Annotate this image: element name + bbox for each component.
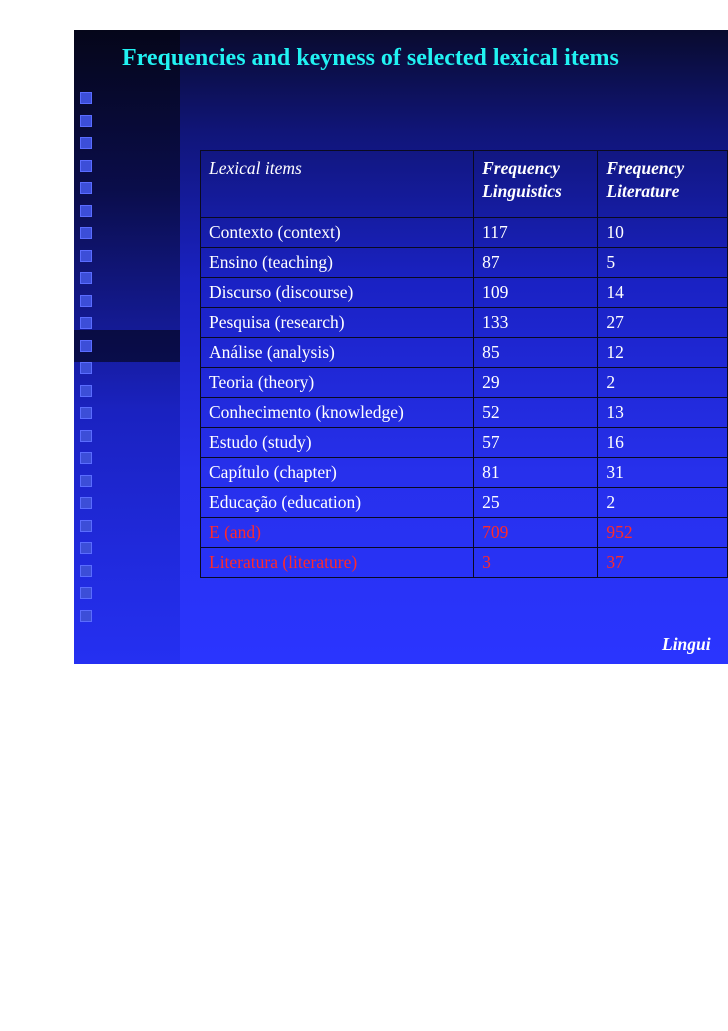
cell-lit: 2 [598, 368, 728, 398]
square-bullet [80, 182, 92, 194]
square-bullet [80, 160, 92, 172]
table-row [201, 428, 728, 458]
square-bullet [80, 227, 92, 239]
cell-ling: 3 [474, 548, 598, 578]
header-lexical-items: Lexical items [201, 151, 474, 218]
table-row [201, 248, 728, 278]
cell-item: Capítulo (chapter) [201, 458, 474, 488]
cell-item: Discurso (discourse) [201, 278, 474, 308]
cell-item: Literatura (literature) [201, 548, 474, 578]
cell-item: E (and) [201, 518, 474, 548]
cell-item: Teoria (theory) [201, 368, 474, 398]
square-bullet [80, 610, 92, 622]
cell-lit: 16 [598, 428, 728, 458]
square-bullet [80, 115, 92, 127]
cell-ling: 52 [474, 398, 598, 428]
square-bullet [80, 520, 92, 532]
cell-lit: 10 [598, 218, 728, 248]
table-header-row [201, 151, 728, 218]
square-bullet [80, 587, 92, 599]
cell-ling: 709 [474, 518, 598, 548]
square-bullet [80, 475, 92, 487]
cell-ling: 85 [474, 338, 598, 368]
cell-item: Ensino (teaching) [201, 248, 474, 278]
square-bullet [80, 92, 92, 104]
table-row [201, 278, 728, 308]
square-bullet [80, 205, 92, 217]
square-bullet [80, 317, 92, 329]
cell-lit: 5 [598, 248, 728, 278]
table-row [201, 218, 728, 248]
table-row [201, 518, 728, 548]
cell-lit: 27 [598, 308, 728, 338]
cell-item: Contexto (context) [201, 218, 474, 248]
square-bullet [80, 272, 92, 284]
legend-line-literature: Literat [662, 662, 711, 682]
cell-ling: 57 [474, 428, 598, 458]
cell-lit: 13 [598, 398, 728, 428]
slide [74, 30, 728, 682]
cell-ling: 133 [474, 308, 598, 338]
square-bullet [80, 385, 92, 397]
cell-item: Educação (education) [201, 488, 474, 518]
cell-lit: 952 [598, 518, 728, 548]
cell-ling: 25 [474, 488, 598, 518]
square-bullet [80, 137, 92, 149]
cell-ling: 81 [474, 458, 598, 488]
square-bullet [80, 362, 92, 374]
cell-item: Análise (analysis) [201, 338, 474, 368]
table-row [201, 488, 728, 518]
slide-title: Frequencies and keyness of selected lexical items [122, 45, 619, 71]
legend-line-linguistics: Lingui [662, 634, 711, 654]
cell-ling: 109 [474, 278, 598, 308]
legend-text [662, 630, 711, 686]
table-row [201, 338, 728, 368]
square-bullet [80, 497, 92, 509]
table-row [201, 458, 728, 488]
cell-lit: 2 [598, 488, 728, 518]
cell-ling: 117 [474, 218, 598, 248]
table-row [201, 398, 728, 428]
cell-ling: 87 [474, 248, 598, 278]
cell-item: Conhecimento (knowledge) [201, 398, 474, 428]
square-bullet [80, 452, 92, 464]
cell-ling: 29 [474, 368, 598, 398]
cell-item: Estudo (study) [201, 428, 474, 458]
table-row [201, 368, 728, 398]
square-bullet [80, 430, 92, 442]
table-row [201, 308, 728, 338]
square-bullet [80, 565, 92, 577]
cell-lit: 12 [598, 338, 728, 368]
cell-item: Pesquisa (research) [201, 308, 474, 338]
frequency-table [200, 150, 728, 578]
square-bullet [80, 407, 92, 419]
square-bullet [80, 542, 92, 554]
cell-lit: 37 [598, 548, 728, 578]
header-frequency-linguistics: Frequency Linguistics [474, 151, 598, 218]
table-row [201, 548, 728, 578]
cell-lit: 31 [598, 458, 728, 488]
cell-lit: 14 [598, 278, 728, 308]
square-bullet [80, 250, 92, 262]
square-bullet [80, 340, 92, 352]
square-bullet [80, 295, 92, 307]
header-frequency-literature: Frequency Literature [598, 151, 728, 218]
